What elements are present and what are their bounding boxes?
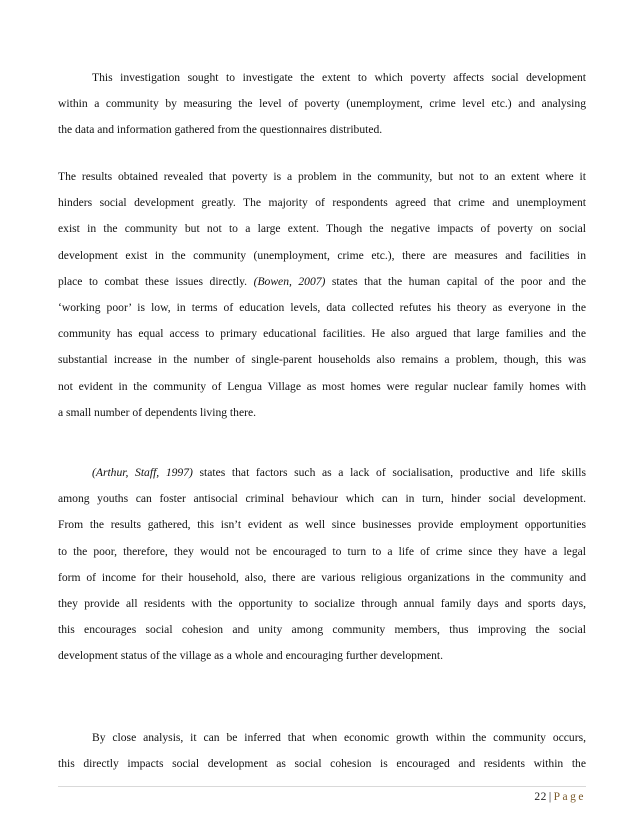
text-line: a small number of dependents living there. [58, 405, 257, 419]
text-line: this directly impacts social development as social cohesion is encouraged and residents within the [58, 757, 586, 771]
text-line: the data and information gathered from the questionnaires distributed. [58, 123, 383, 137]
text-line: exist in the community but not to a large extent. Though the negative impacts of poverty on social [58, 222, 586, 236]
text-line-with-citation [58, 460, 586, 486]
text-line: development status of the village as a whole and encouraging further development. [58, 649, 444, 663]
page-number: 22 [534, 791, 547, 803]
paragraph-1 [58, 65, 586, 144]
text-line-with-citation [58, 269, 586, 295]
text-line: hinders social development greatly. The majority of respondents agreed that crime and unemployment [58, 196, 586, 210]
footer-separator: | [548, 791, 552, 803]
text-segment: place to combat these issues directly. [58, 274, 248, 288]
text-line: they provide all residents with the opportunity to socialize through annual family days and sports days, [58, 597, 586, 611]
text-line: The results obtained revealed that poverty is a problem in the community, but not to an extent where it [58, 170, 586, 183]
paragraph-3 [58, 460, 586, 670]
text-line: community has equal access to primary educational facilities. He also argued that large families and the [58, 327, 586, 341]
text-line: substantial increase in the number of single-parent households also remains a problem, though, this was [58, 353, 586, 367]
text-line: By close analysis, it can be inferred that when economic growth within the community occurs, [92, 731, 586, 744]
citation-arthur-staff: (Arthur, Staff, 1997) [92, 466, 193, 479]
paragraph-4 [58, 725, 586, 777]
page-label: Page [553, 791, 586, 803]
text-line: development exist in the community (unemployment, crime etc.), there are measures and facilities in [58, 248, 586, 262]
text-line: within a community by measuring the level of poverty (unemployment, crime level etc.) and analysing [58, 97, 586, 111]
text-segment: states that factors such as a lack of socialisation, productive and life skills [199, 466, 586, 479]
citation-bowen: (Bowen, 2007) [253, 274, 326, 288]
text-line: form of income for their household, also, there are various religious organizations in the community and [58, 570, 586, 584]
text-line: this encourages social cohesion and unity among community members, thus improving the social [58, 623, 586, 637]
paragraph-2 [58, 164, 586, 426]
page-footer [534, 791, 586, 803]
text-line: among youths can foster antisocial criminal behaviour which can in turn, hinder social development. [58, 492, 586, 506]
text-line: to the poor, therefore, they would not be encouraged to turn to a life of crime since they have a legal [58, 544, 586, 558]
footer-divider [58, 786, 586, 787]
text-segment: states that the human capital of the poor and the [331, 274, 586, 288]
text-line: ‘working poor’ is low, in terms of education levels, data collected refutes his theory as everyone in the [58, 301, 586, 315]
text-line: This investigation sought to investigate the extent to which poverty affects social development [92, 71, 586, 84]
text-line: From the results gathered, this isn’t evident as well since businesses provide employment opportunities [58, 518, 586, 532]
text-line: not evident in the community of Lengua Village as most homes were regular nuclear family homes with [58, 379, 586, 393]
